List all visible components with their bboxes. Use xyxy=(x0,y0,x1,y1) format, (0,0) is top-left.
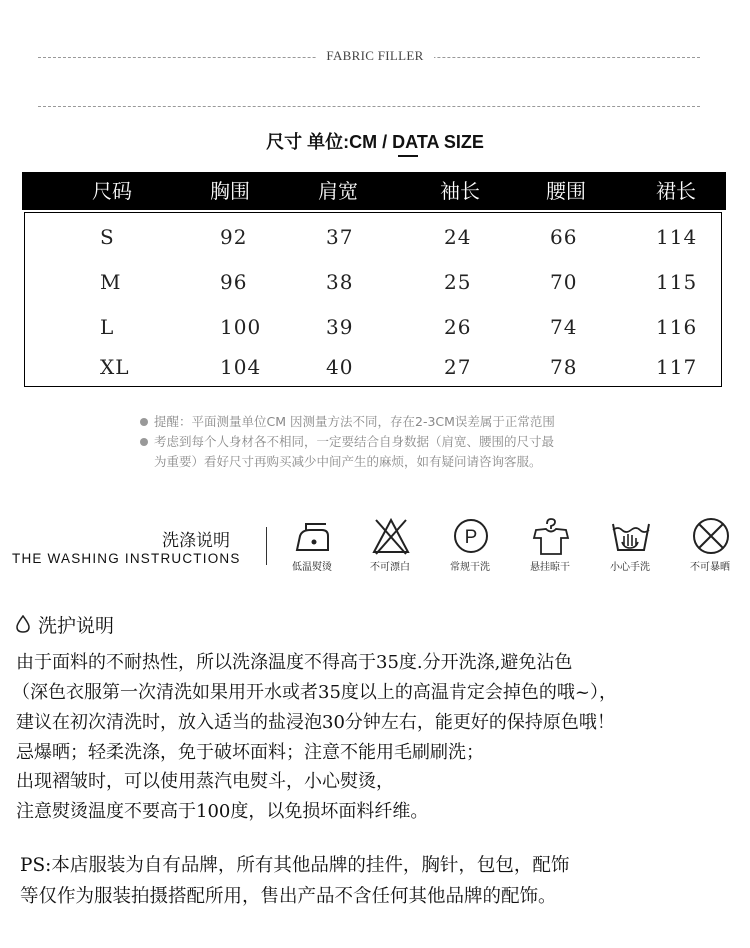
table-cell: 27 xyxy=(444,355,472,379)
no-bleach-icon xyxy=(370,516,412,556)
care-heading xyxy=(16,611,114,638)
table-cell: 96 xyxy=(220,270,248,294)
iron-low-temp-icon xyxy=(292,516,334,556)
size-table-header xyxy=(22,172,726,210)
second-dashed-divider xyxy=(38,106,700,107)
table-cell: 40 xyxy=(326,355,354,379)
table-cell: 26 xyxy=(444,315,472,339)
wash-icon-item xyxy=(440,516,500,572)
note-text: 提醒：平面测量单位CM 因测量方法不同，存在2-3CM误差属于正常范围 xyxy=(154,414,555,429)
bullet-dot xyxy=(140,438,148,446)
table-cell: 104 xyxy=(220,355,262,379)
wash-icon-item xyxy=(360,516,420,572)
header-shoulder: 肩宽 xyxy=(318,179,358,203)
wash-icon-label: 小心手洗 xyxy=(610,562,650,573)
table-cell: 38 xyxy=(326,270,354,294)
table-cell: 92 xyxy=(220,225,248,249)
hand-wash-icon xyxy=(610,516,652,556)
washing-separator xyxy=(266,527,267,565)
table-cell: 39 xyxy=(326,315,354,339)
header-size: 尺码 xyxy=(92,179,132,203)
wash-icon-label: 低温熨烫 xyxy=(292,562,332,573)
care-heading-text: 洗护说明 xyxy=(38,615,115,637)
size-table-body xyxy=(24,212,722,387)
bullet-dot xyxy=(140,418,148,426)
table-cell: 74 xyxy=(550,315,578,339)
header-sleeve: 袖长 xyxy=(440,179,480,203)
washing-title-cn: 洗涤说明 xyxy=(162,531,230,551)
care-line: 忌爆晒；轻柔洗涤，免于破坏面料；注意不能用毛刷刷洗； xyxy=(16,742,484,763)
table-cell: M xyxy=(100,270,122,294)
wash-icon-label: 不可漂白 xyxy=(370,562,410,573)
table-cell: 100 xyxy=(220,315,262,339)
wash-icon-label: 常规干洗 xyxy=(450,562,490,573)
care-line: 由于面料的不耐热性，所以洗涤温度不得高于35度.分开洗涤,避免沾色 xyxy=(16,652,573,673)
ps-line: 等仅作为服装拍摄搭配所用，售出产品不含任何其他品牌的配饰。 xyxy=(20,886,557,907)
table-cell: 37 xyxy=(326,225,354,249)
note-item xyxy=(140,432,555,452)
care-line: （深色衣服第一次清洗如果用开水或者35度以上的高温肯定会掉色的哦~）， xyxy=(12,682,617,703)
water-drop-icon xyxy=(16,615,30,638)
size-table-title: 尺寸 单位:CM / DATA SIZE xyxy=(266,132,484,152)
table-cell: 116 xyxy=(656,315,698,339)
ps-line: PS:本店服装为自有品牌，所有其他品牌的挂件，胸针，包包，配饰 xyxy=(20,855,570,876)
table-cell: XL xyxy=(100,355,130,379)
hang-dry-icon xyxy=(530,516,572,556)
header-waist: 腰围 xyxy=(546,179,586,203)
note-item xyxy=(140,412,555,432)
note-text-continued: 为重要）看好尺寸再购买减少中间产生的麻烦，如有疑问请咨询客服。 xyxy=(154,454,542,469)
header-length: 裙长 xyxy=(656,179,696,203)
table-cell: 25 xyxy=(444,270,472,294)
table-cell: 66 xyxy=(550,225,578,249)
washing-title-en: THE WASHING INSTRUCTIONS xyxy=(12,551,241,566)
table-cell: 115 xyxy=(656,270,698,294)
wash-icon-item xyxy=(680,516,740,572)
table-cell: 78 xyxy=(550,355,578,379)
table-cell: 24 xyxy=(444,225,472,249)
no-tumble-dry-icon xyxy=(690,516,732,556)
care-line: 建议在初次清洗时，放入适当的盐浸泡30分钟左右，能更好的保持原色哦！ xyxy=(16,712,615,733)
dry-clean-p-icon xyxy=(450,516,492,556)
table-cell: L xyxy=(100,315,115,339)
fabric-filler-title: FABRIC FILLER xyxy=(0,48,750,64)
note-text: 考虑到每个人身材各不相同，一定要结合自身数据（肩宽、腰围的尺寸最 xyxy=(154,434,555,449)
care-line: 注意熨烫温度不要高于100度，以免损坏面料纤维。 xyxy=(16,801,429,822)
header-chest: 胸围 xyxy=(210,179,250,203)
wash-icon-item xyxy=(600,516,660,572)
wash-icon-item xyxy=(520,516,580,572)
wash-icon-item xyxy=(282,516,342,572)
svg-text:P: P xyxy=(464,527,478,548)
table-cell: S xyxy=(100,225,115,249)
care-line: 出现褶皱时，可以使用蒸汽电熨斗，小心熨烫， xyxy=(16,771,394,792)
table-cell: 70 xyxy=(550,270,578,294)
table-cell: 114 xyxy=(656,225,698,249)
wash-icon-label: 悬挂晾干 xyxy=(530,562,570,573)
table-cell: 117 xyxy=(656,355,698,379)
wash-icon-label: 不可暴晒 xyxy=(690,562,730,573)
size-notes xyxy=(140,412,555,472)
title-underline xyxy=(398,155,418,157)
